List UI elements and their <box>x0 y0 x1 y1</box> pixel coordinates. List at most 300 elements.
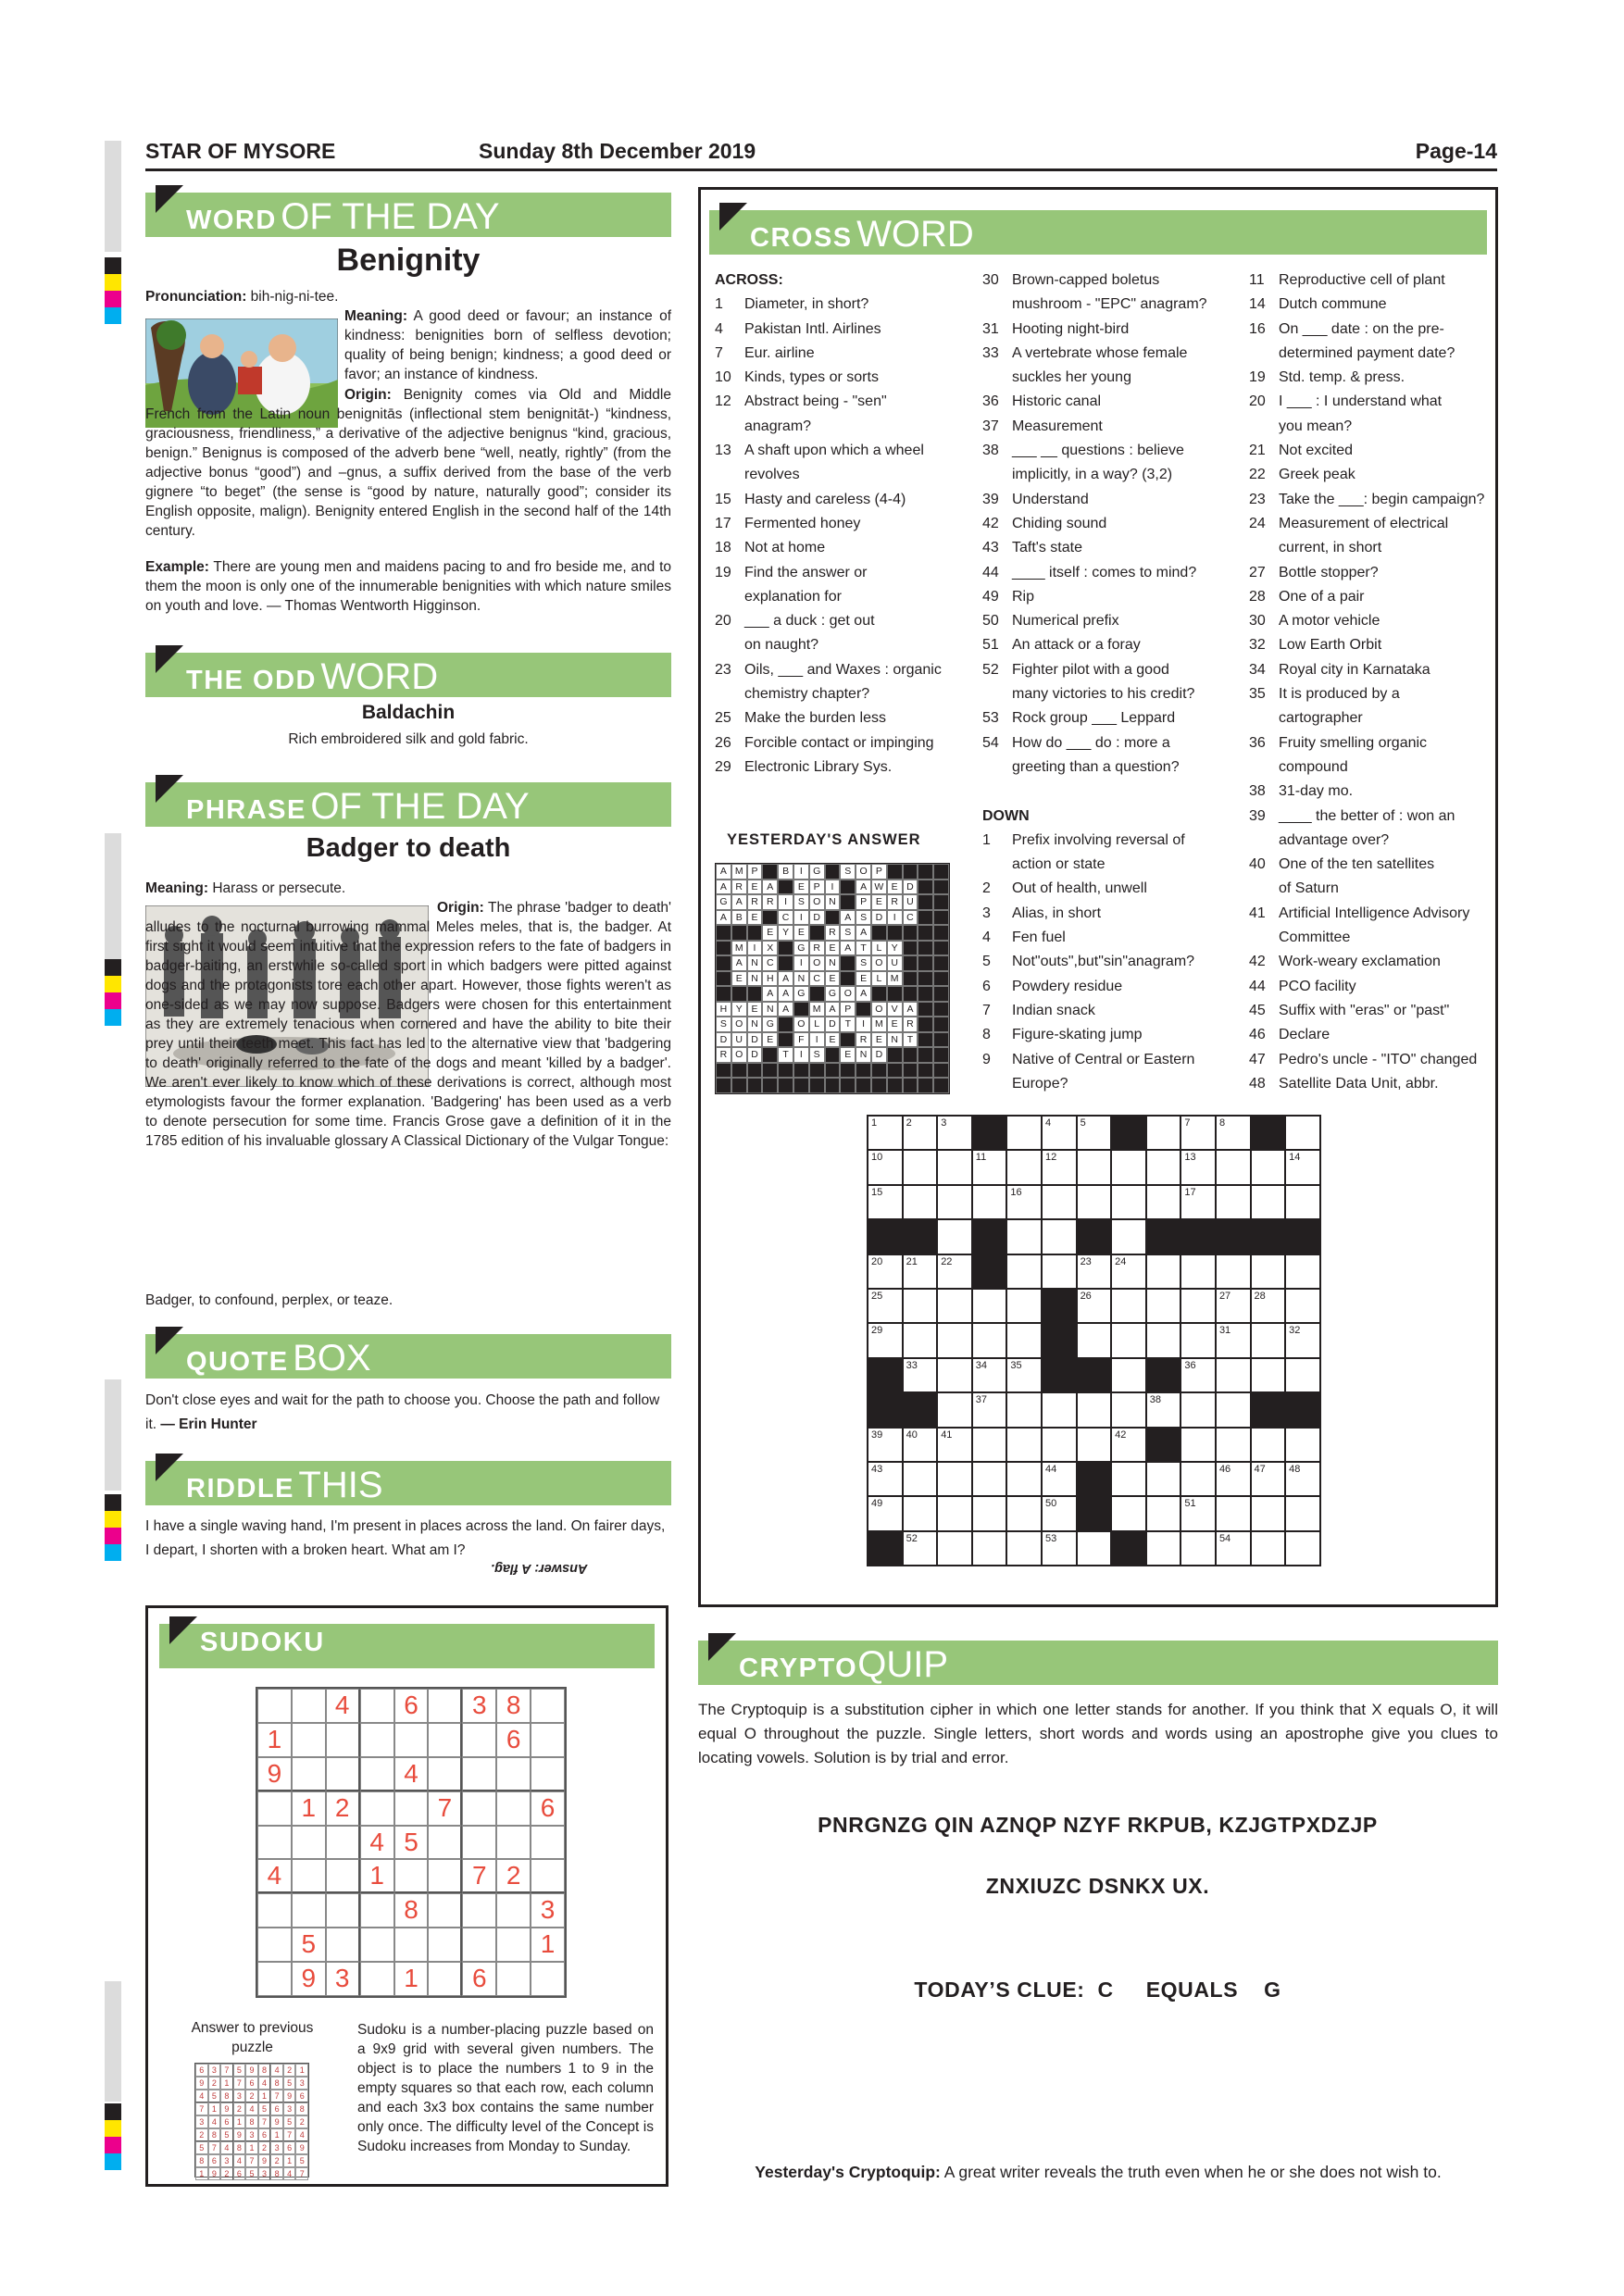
answer-cell: E <box>825 1032 841 1048</box>
answer-cell: N <box>825 894 841 910</box>
clue-text: cartographer <box>1279 710 1363 727</box>
crossword-cell[interactable] <box>1111 1392 1146 1427</box>
black-square <box>933 941 949 956</box>
page-header <box>145 139 1497 167</box>
empty-cell[interactable] <box>360 1689 394 1723</box>
crossword-cell[interactable] <box>1111 1254 1146 1289</box>
crossword-cell[interactable] <box>1077 1185 1112 1219</box>
answer-cell: E <box>825 971 841 987</box>
given-digit: 7 <box>283 2128 296 2141</box>
empty-cell[interactable] <box>531 1689 565 1723</box>
empty-cell[interactable] <box>257 1826 292 1860</box>
crossword-cell[interactable] <box>1006 1289 1042 1323</box>
clue-number: 13 <box>715 443 731 459</box>
crossword-cell[interactable] <box>937 1323 972 1357</box>
crossword-cell[interactable] <box>1111 1289 1146 1323</box>
black-square <box>1251 1392 1286 1427</box>
clue-number: 15 <box>715 491 731 507</box>
empty-cell[interactable] <box>462 1791 496 1826</box>
crossword-cell[interactable] <box>1251 1496 1286 1530</box>
crossword-cell[interactable] <box>1146 1254 1181 1289</box>
crossword-cell[interactable] <box>1216 1531 1251 1566</box>
clue-number: 37 <box>982 418 999 434</box>
crossword-cell[interactable] <box>937 1219 972 1254</box>
answer-cell: G <box>793 941 809 956</box>
crossword-cell[interactable] <box>1146 1116 1181 1150</box>
crossword-cell[interactable] <box>868 1289 903 1323</box>
empty-cell[interactable] <box>360 1723 394 1757</box>
crossword-cell[interactable] <box>1251 1185 1286 1219</box>
clue-item <box>982 902 1207 926</box>
crossword-cell[interactable] <box>903 1116 938 1150</box>
empty-cell[interactable] <box>257 1893 292 1928</box>
crossword-cell[interactable] <box>1216 1392 1251 1427</box>
crossword-cell[interactable] <box>1042 1531 1077 1566</box>
crossword-cell[interactable] <box>1285 1358 1320 1392</box>
crossword-cell[interactable] <box>1181 1428 1216 1462</box>
crossword-cell[interactable] <box>1006 1392 1042 1427</box>
empty-cell[interactable] <box>257 1928 292 1962</box>
empty-cell[interactable] <box>360 1893 394 1928</box>
given-digit: 4 <box>233 2154 246 2167</box>
clue-number: 29 <box>715 758 731 775</box>
crossword-cell[interactable] <box>1216 1496 1251 1530</box>
crossword-cell[interactable] <box>1285 1531 1320 1566</box>
crossword-cell[interactable] <box>1111 1462 1146 1496</box>
empty-cell[interactable] <box>360 1928 394 1962</box>
crossword-cell[interactable] <box>1181 1254 1216 1289</box>
crossword-cell[interactable] <box>903 1358 938 1392</box>
black-square <box>918 1032 933 1048</box>
crossword-cell[interactable] <box>1251 1358 1286 1392</box>
clue-text: Suffix with "eras" or "past" <box>1279 1002 1450 1018</box>
clue-item <box>1249 536 1484 560</box>
crossword-cell[interactable] <box>1216 1116 1251 1150</box>
crossword-cell[interactable] <box>903 1428 938 1462</box>
crossword-cell[interactable] <box>972 1392 1007 1427</box>
crossword-cell[interactable] <box>903 1150 938 1184</box>
crossword-cell[interactable] <box>1216 1358 1251 1392</box>
word-of-day-bar <box>145 193 671 237</box>
crossword-cell[interactable] <box>972 1428 1007 1462</box>
crossword-cell[interactable] <box>1006 1219 1042 1254</box>
empty-cell[interactable] <box>257 1791 292 1826</box>
crossword-cell[interactable] <box>1146 1531 1181 1566</box>
clue-number: 41 <box>1249 905 1266 921</box>
empty-cell[interactable] <box>292 1859 326 1893</box>
empty-cell[interactable] <box>462 1928 496 1962</box>
clue-text: implicitly, in a way? (3,2) <box>1012 467 1173 483</box>
empty-cell[interactable] <box>531 1859 565 1893</box>
crossword-cell[interactable] <box>903 1496 938 1530</box>
cell-number: 29 <box>871 1325 883 1337</box>
empty-cell[interactable] <box>326 1723 360 1757</box>
black-square <box>1111 1116 1146 1150</box>
crossword-cell[interactable] <box>1146 1392 1181 1427</box>
answer-cell: T <box>856 941 871 956</box>
crossword-cell[interactable] <box>1181 1462 1216 1496</box>
crossword-cell[interactable] <box>1111 1150 1146 1184</box>
clue-item <box>982 293 1207 317</box>
crossword-cell[interactable] <box>1216 1150 1251 1184</box>
crossword-cell[interactable] <box>1251 1150 1286 1184</box>
clue-number: 42 <box>982 515 999 531</box>
crossword-cell[interactable] <box>1251 1289 1286 1323</box>
empty-cell[interactable] <box>394 1723 429 1757</box>
crossword-cell[interactable] <box>1181 1323 1216 1357</box>
empty-cell[interactable] <box>326 1859 360 1893</box>
crossword-cell[interactable] <box>1251 1462 1286 1496</box>
empty-cell[interactable] <box>394 1928 429 1962</box>
crossword-cell[interactable] <box>903 1531 938 1566</box>
crossword-cell[interactable] <box>1006 1185 1042 1219</box>
crossword-cell[interactable] <box>1006 1323 1042 1357</box>
crossword-cell[interactable] <box>1216 1462 1251 1496</box>
empty-cell[interactable] <box>326 1757 360 1791</box>
empty-cell[interactable] <box>428 1962 462 1996</box>
quote-author: — Erin Hunter <box>160 1416 257 1432</box>
crossword-cell[interactable] <box>1181 1392 1216 1427</box>
given-digit: 1 <box>292 1791 326 1826</box>
clue-item <box>982 658 1207 682</box>
crossword-cell[interactable] <box>937 1254 972 1289</box>
crossword-cell[interactable] <box>1216 1254 1251 1289</box>
given-digit: 8 <box>233 2141 246 2154</box>
crossword-cell[interactable] <box>937 1289 972 1323</box>
crossword-cell[interactable] <box>1285 1428 1320 1462</box>
crossword-cell[interactable] <box>1006 1358 1042 1392</box>
empty-cell[interactable] <box>292 1723 326 1757</box>
empty-cell[interactable] <box>428 1689 462 1723</box>
clue-text: Not"outs",but"sin"anagram? <box>1012 954 1195 970</box>
given-digit: 4 <box>245 2103 258 2115</box>
cell-number: 37 <box>975 1394 988 1406</box>
crossword-cell[interactable] <box>1042 1462 1077 1496</box>
crossword-cell[interactable] <box>1285 1254 1320 1289</box>
clue-text: Pedro's uncle - "ITO" changed <box>1279 1051 1478 1067</box>
empty-cell[interactable] <box>496 1962 531 1996</box>
clue-text: on naught? <box>744 637 819 654</box>
answer-cell: V <box>887 1002 903 1017</box>
crossword-cell[interactable] <box>1285 1462 1320 1496</box>
yesterday-cryptoquip <box>698 2163 1498 2182</box>
empty-cell[interactable] <box>428 1893 462 1928</box>
phrase-origin <box>145 898 671 1151</box>
answer-cell: A <box>856 880 871 895</box>
odd-word-bar <box>145 653 671 697</box>
crossword-cell[interactable] <box>868 1496 903 1530</box>
empty-cell[interactable] <box>428 1757 462 1791</box>
crossword-cell[interactable] <box>1181 1116 1216 1150</box>
empty-cell[interactable] <box>360 1757 394 1791</box>
answer-cell: R <box>887 894 903 910</box>
clue-text: Rock group ___ Leppard <box>1012 710 1176 727</box>
crossword-cell[interactable] <box>972 1531 1007 1566</box>
crossword-cell[interactable] <box>1285 1289 1320 1323</box>
clue-item <box>715 488 942 512</box>
empty-cell[interactable] <box>496 1928 531 1962</box>
answer-cell: M <box>871 1017 887 1032</box>
crossword-cell[interactable] <box>1042 1150 1077 1184</box>
empty-cell[interactable] <box>496 1791 531 1826</box>
crossword-cell[interactable] <box>868 1116 903 1150</box>
meaning-text: Harass or persecute. <box>208 880 346 896</box>
crossword-cell[interactable] <box>1251 1531 1286 1566</box>
crossword-cell[interactable] <box>1181 1496 1216 1530</box>
crossword-cell[interactable] <box>1006 1531 1042 1566</box>
clue-text: Satellite Data Unit, abbr. <box>1279 1075 1439 1092</box>
sudoku-grid[interactable] <box>256 1687 567 1998</box>
clue-item <box>982 439 1207 463</box>
empty-cell[interactable] <box>326 1826 360 1860</box>
clue-item <box>1249 318 1484 342</box>
crossword-grid[interactable] <box>867 1115 1321 1566</box>
crossword-cell[interactable] <box>972 1323 1007 1357</box>
crossword-cell[interactable] <box>937 1428 972 1462</box>
crossword-cell[interactable] <box>1111 1323 1146 1357</box>
clue-item <box>1249 853 1484 877</box>
empty-cell[interactable] <box>257 1689 292 1723</box>
given-digit: 4 <box>394 1757 429 1791</box>
black-square <box>1181 1219 1216 1254</box>
crossword-cell[interactable] <box>937 1462 972 1496</box>
crossword-cell[interactable] <box>1077 1531 1112 1566</box>
crossword-cell[interactable] <box>1111 1358 1146 1392</box>
crossword-cell[interactable] <box>903 1289 938 1323</box>
crossword-cell[interactable] <box>1146 1323 1181 1357</box>
empty-cell[interactable] <box>326 1928 360 1962</box>
answer-cell: R <box>762 894 778 910</box>
crossword-cell[interactable] <box>937 1185 972 1219</box>
black-square <box>1216 1219 1251 1254</box>
answer-cell: E <box>793 880 809 895</box>
crossword-cell[interactable] <box>1077 1150 1112 1184</box>
clue-number: 33 <box>982 344 999 361</box>
crossword-cell[interactable] <box>1042 1496 1077 1530</box>
black-square <box>825 1078 841 1093</box>
empty-cell[interactable] <box>496 1893 531 1928</box>
crossword-cell[interactable] <box>1111 1219 1146 1254</box>
empty-cell[interactable] <box>292 1826 326 1860</box>
crossword-cell[interactable] <box>972 1185 1007 1219</box>
clue-item <box>715 536 942 560</box>
crossword-cell[interactable] <box>1042 1185 1077 1219</box>
crossword-cell[interactable] <box>903 1185 938 1219</box>
given-digit: 1 <box>270 2128 283 2141</box>
crossword-cell[interactable] <box>1077 1289 1112 1323</box>
empty-cell[interactable] <box>428 1723 462 1757</box>
empty-cell[interactable] <box>496 1757 531 1791</box>
clue-number: 39 <box>982 491 999 507</box>
crossword-cell[interactable] <box>1251 1428 1286 1462</box>
empty-cell[interactable] <box>292 1689 326 1723</box>
bar-label-small: THE ODD <box>186 666 317 695</box>
crossword-cell[interactable] <box>1077 1323 1112 1357</box>
given-digit: 1 <box>360 1859 394 1893</box>
empty-cell[interactable] <box>531 1723 565 1757</box>
crossword-cell[interactable] <box>1181 1531 1216 1566</box>
crossword-cell[interactable] <box>868 1185 903 1219</box>
cell-number: 10 <box>871 1152 883 1164</box>
riddle-answer-inverted: Answer: A flag. <box>491 1561 588 1576</box>
crossword-cell[interactable] <box>1006 1116 1042 1150</box>
crossword-cell[interactable] <box>972 1358 1007 1392</box>
crossword-cell[interactable] <box>1146 1496 1181 1530</box>
clue-text: Forcible contact or impinging <box>744 734 934 751</box>
given-digit: 6 <box>496 1723 531 1757</box>
crossword-cell[interactable] <box>1042 1219 1077 1254</box>
crossword-cell[interactable] <box>1077 1254 1112 1289</box>
clue-item <box>982 1048 1207 1072</box>
clue-text: Eur. airline <box>744 344 815 361</box>
crossword-cell[interactable] <box>903 1323 938 1357</box>
crossword-cell[interactable] <box>937 1116 972 1150</box>
answer-cell: G <box>716 894 731 910</box>
crossword-cell[interactable] <box>1251 1254 1286 1289</box>
clue-number: 24 <box>1249 515 1266 531</box>
clue-number: 21 <box>1249 443 1266 459</box>
crossword-cell[interactable] <box>1181 1358 1216 1392</box>
empty-cell[interactable] <box>394 1859 429 1893</box>
black-square <box>903 864 918 880</box>
crossword-cell[interactable] <box>1146 1289 1181 1323</box>
crossword-cell[interactable] <box>868 1150 903 1184</box>
crossword-cell[interactable] <box>1251 1323 1286 1357</box>
crossword-cell[interactable] <box>972 1150 1007 1184</box>
crossword-cell[interactable] <box>868 1323 903 1357</box>
crossword-cell[interactable] <box>1111 1428 1146 1462</box>
cell-number: 51 <box>1184 1498 1196 1510</box>
crossword-cell[interactable] <box>1006 1496 1042 1530</box>
empty-cell[interactable] <box>428 1859 462 1893</box>
crossword-cell[interactable] <box>1111 1185 1146 1219</box>
empty-cell[interactable] <box>531 1962 565 1996</box>
clue-item <box>982 390 1207 414</box>
crossword-cell[interactable] <box>1042 1428 1077 1462</box>
crossword-cell[interactable] <box>868 1254 903 1289</box>
empty-cell[interactable] <box>428 1928 462 1962</box>
black-square <box>903 971 918 987</box>
empty-cell[interactable] <box>394 1791 429 1826</box>
crossword-cell[interactable] <box>903 1462 938 1496</box>
given-digit: 4 <box>295 2128 308 2141</box>
given-digit: 5 <box>295 2154 308 2167</box>
empty-cell[interactable] <box>326 1893 360 1928</box>
crossword-cell[interactable] <box>1181 1185 1216 1219</box>
empty-cell[interactable] <box>292 1757 326 1791</box>
black-square <box>825 910 841 926</box>
empty-cell[interactable] <box>360 1791 394 1826</box>
crossword-cell[interactable] <box>1042 1392 1077 1427</box>
bar-corner-mark <box>156 775 183 803</box>
black-square <box>903 986 918 1002</box>
crossword-cell[interactable] <box>937 1531 972 1566</box>
crossword-cell[interactable] <box>972 1289 1007 1323</box>
given-digit: 6 <box>295 2090 308 2103</box>
crossword-cell[interactable] <box>1146 1150 1181 1184</box>
empty-cell[interactable] <box>531 1757 565 1791</box>
crossword-cell[interactable] <box>937 1150 972 1184</box>
given-digit: 2 <box>220 2167 233 2180</box>
empty-cell[interactable] <box>462 1893 496 1928</box>
crossword-cell[interactable] <box>1077 1116 1112 1150</box>
crossword-cell[interactable] <box>868 1428 903 1462</box>
crossword-cell[interactable] <box>1006 1462 1042 1496</box>
crossword-cell[interactable] <box>1285 1323 1320 1357</box>
crossword-cell[interactable] <box>1285 1116 1320 1150</box>
crossword-cell[interactable] <box>937 1496 972 1530</box>
empty-cell[interactable] <box>428 1826 462 1860</box>
crossword-cell[interactable] <box>1285 1150 1320 1184</box>
answer-cell: E <box>762 1032 778 1048</box>
crossword-cell[interactable] <box>972 1496 1007 1530</box>
crossword-cell[interactable] <box>1181 1289 1216 1323</box>
crossword-cell[interactable] <box>903 1254 938 1289</box>
crossword-cell[interactable] <box>1285 1496 1320 1530</box>
crossword-cell[interactable] <box>1077 1428 1112 1462</box>
clue-item <box>982 585 1207 609</box>
crossword-cell[interactable] <box>1042 1116 1077 1150</box>
crossword-cell[interactable] <box>1006 1428 1042 1462</box>
crossword-cell[interactable] <box>1077 1392 1112 1427</box>
given-digit: 6 <box>531 1791 565 1826</box>
crossword-cell[interactable] <box>1006 1254 1042 1289</box>
crossword-cell[interactable] <box>1146 1462 1181 1496</box>
crossword-cell[interactable] <box>1006 1150 1042 1184</box>
crossword-cell[interactable] <box>1216 1428 1251 1462</box>
black-square <box>918 910 933 926</box>
crossword-cell[interactable] <box>1285 1185 1320 1219</box>
answer-cell: I <box>793 955 809 971</box>
empty-cell[interactable] <box>462 1757 496 1791</box>
crossword-cell[interactable] <box>1216 1323 1251 1357</box>
crossword-cell[interactable] <box>937 1358 972 1392</box>
crossword-cell[interactable] <box>972 1462 1007 1496</box>
crossword-cell[interactable] <box>1216 1185 1251 1219</box>
given-digit: 7 <box>233 2077 246 2090</box>
answer-cell: I <box>793 1047 809 1063</box>
answer-cell: A <box>825 1002 841 1017</box>
cell-number: 44 <box>1044 1463 1057 1475</box>
crossword-cell[interactable] <box>1042 1254 1077 1289</box>
crossword-cell[interactable] <box>868 1462 903 1496</box>
crossword-cell[interactable] <box>1146 1185 1181 1219</box>
empty-cell[interactable] <box>257 1962 292 1996</box>
crossword-cell[interactable] <box>1216 1289 1251 1323</box>
clue-item <box>715 633 942 657</box>
black-square <box>840 971 856 987</box>
crossword-cell[interactable] <box>937 1392 972 1427</box>
answer-cell: S <box>793 894 809 910</box>
clue-text: mushroom - "EPC" anagram? <box>1012 296 1207 313</box>
black-square <box>918 864 933 880</box>
crossword-cell[interactable] <box>1181 1150 1216 1184</box>
empty-cell[interactable] <box>292 1893 326 1928</box>
cell-number: 20 <box>871 1255 883 1267</box>
empty-cell[interactable] <box>462 1826 496 1860</box>
answer-cell: R <box>903 1017 918 1032</box>
crossword-cell[interactable] <box>1111 1496 1146 1530</box>
given-digit: 4 <box>270 2064 283 2077</box>
empty-cell[interactable] <box>462 1723 496 1757</box>
empty-cell[interactable] <box>496 1826 531 1860</box>
empty-cell[interactable] <box>360 1962 394 1996</box>
empty-cell[interactable] <box>531 1826 565 1860</box>
answer-cell: E <box>747 1002 763 1017</box>
clue-item <box>982 633 1207 657</box>
cell-number: 52 <box>906 1532 918 1544</box>
clue-text: Historic canal <box>1012 393 1102 410</box>
